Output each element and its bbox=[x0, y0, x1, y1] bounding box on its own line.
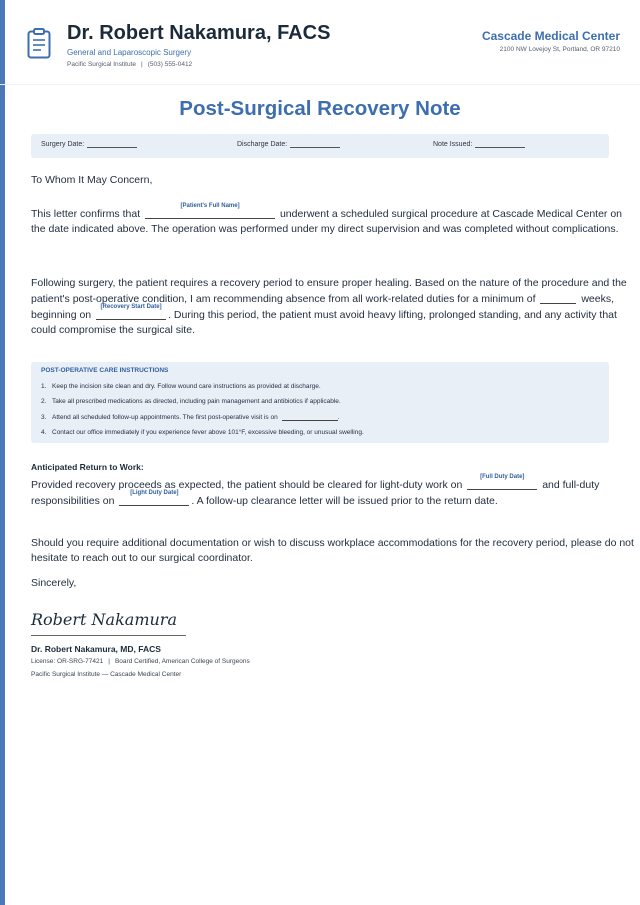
clipboard-icon bbox=[27, 28, 51, 59]
separator: | bbox=[108, 658, 110, 665]
care-item-text: Contact our office immediately if you experience fever above 101°F, excessive bleeding, or unusual swelling. bbox=[52, 429, 364, 436]
center-address: 2100 NW Lovejoy St, Portland, OR 97210 bbox=[499, 46, 620, 53]
signature-line bbox=[31, 635, 186, 636]
board-certification: Board Certified, American College of Surgeons bbox=[114, 658, 250, 665]
confirmation-text-end: underwent a scheduled surgical procedure at Cascade Medical Center on bbox=[279, 208, 623, 220]
full-duty-tag: [Full Duty Date] bbox=[480, 474, 525, 480]
issued-date-blank[interactable] bbox=[475, 141, 525, 148]
discharge-date-label: Discharge Date: bbox=[237, 141, 288, 148]
care-item-number: 2. bbox=[41, 398, 47, 405]
patient-name-blank[interactable] bbox=[145, 203, 275, 219]
recovery-line-4: could compromise the surgical site. bbox=[31, 324, 195, 336]
license-number: License: OR-SRG-77421 bbox=[31, 658, 104, 665]
weeks-label: weeks, bbox=[581, 293, 615, 305]
return-line-1: Provided recovery proceeds as expected, the patient should be cleared for light-duty work on bbox=[31, 479, 463, 491]
signatory-name: Dr. Robert Nakamura, MD, FACS bbox=[31, 644, 161, 654]
weeks-blank[interactable] bbox=[540, 291, 576, 304]
recovery-start-blank[interactable] bbox=[96, 304, 166, 320]
center-name: Cascade Medical Center bbox=[481, 29, 620, 43]
care-instructions-title: POST-OPERATIVE CARE INSTRUCTIONS bbox=[41, 367, 169, 374]
light-duty-blank[interactable] bbox=[119, 490, 189, 506]
return-paragraph bbox=[31, 474, 609, 509]
recovery-line-3-end: . During this period, the patient must avoid heavy lifting, prolonged standing, and any activity that bbox=[168, 309, 617, 321]
letterhead bbox=[0, 0, 640, 85]
contact-paragraph bbox=[31, 536, 634, 566]
contact-line-2: hesitate to reach out to our surgical coordinator. bbox=[31, 552, 253, 564]
surgery-date-label: Surgery Date: bbox=[41, 141, 85, 148]
recovery-paragraph bbox=[31, 276, 627, 338]
discharge-date-field[interactable] bbox=[237, 141, 340, 148]
care-item-number: 1. bbox=[41, 383, 47, 390]
doctor-name: Dr. Robert Nakamura, FACS bbox=[67, 22, 331, 44]
care-item bbox=[41, 429, 364, 436]
recovery-line-3-start: beginning on bbox=[31, 309, 92, 321]
return-line-2: responsibilities on bbox=[31, 495, 115, 507]
institute-name: Pacific Surgical Institute bbox=[67, 61, 137, 68]
issued-date-label: Note Issued: bbox=[433, 141, 473, 148]
full-duty-blank[interactable] bbox=[467, 474, 537, 490]
recovery-start-tag: [Recovery Start Date] bbox=[100, 304, 162, 310]
specialty: General and Laparoscopic Surgery bbox=[67, 48, 192, 57]
contact-line bbox=[67, 61, 192, 68]
recovery-line-2: patient's post-operative condition, I am recommending absence from all work-related duties for a minimum of bbox=[31, 293, 536, 305]
closing: Sincerely, bbox=[31, 577, 77, 589]
care-item-end: . bbox=[337, 414, 340, 421]
care-instructions-box bbox=[31, 362, 609, 443]
page-title: Post-Surgical Recovery Note bbox=[179, 97, 461, 120]
confirmation-paragraph bbox=[31, 203, 623, 237]
patient-name-tag: [Patient's Full Name] bbox=[180, 203, 240, 209]
followup-date-blank[interactable] bbox=[282, 414, 338, 421]
contact-line-1: Should you require additional documentation or wish to discuss workplace accommodations for the recovery period, please do not bbox=[31, 537, 634, 549]
left-accent-bar bbox=[0, 0, 5, 905]
care-item-text: Keep the incision site clean and dry. Follow wound care instructions as provided at discharge. bbox=[52, 383, 321, 390]
salutation: To Whom It May Concern, bbox=[31, 174, 153, 186]
separator: | bbox=[141, 61, 143, 68]
return-line-2-end: . A follow-up clearance letter will be issued prior to the return date. bbox=[191, 495, 498, 507]
care-item-text: Take all prescribed medications as directed, including pain management and antibiotics if applicable. bbox=[52, 398, 341, 405]
surgery-date-field[interactable] bbox=[41, 141, 137, 148]
confirmation-line-2: the date indicated above. The operation was performed under my direct supervision and was completed without complications. bbox=[31, 223, 619, 235]
date-fields-box bbox=[31, 134, 609, 158]
surgery-date-blank[interactable] bbox=[87, 141, 137, 148]
discharge-date-blank[interactable] bbox=[290, 141, 340, 148]
return-line-1-end: and full-duty bbox=[542, 479, 600, 491]
signatory-affiliation: Pacific Surgical Institute — Cascade Medical Center bbox=[31, 671, 182, 678]
return-heading: Anticipated Return to Work: bbox=[31, 462, 144, 472]
care-item-number: 4. bbox=[41, 429, 47, 436]
signatory-credentials bbox=[31, 658, 250, 665]
recovery-line-1: Following surgery, the patient requires a recovery period to ensure proper healing. Based on the nature of the procedure and the bbox=[31, 277, 627, 289]
confirmation-text-start: This letter confirms that bbox=[31, 208, 141, 220]
care-item bbox=[41, 414, 339, 421]
care-item-text: Attend all scheduled follow-up appointments. The first post-operative visit is on bbox=[52, 414, 278, 421]
signature: Robert Nakamura bbox=[31, 610, 177, 629]
care-item bbox=[41, 383, 321, 390]
issued-date-field[interactable] bbox=[433, 141, 525, 148]
care-item bbox=[41, 398, 341, 405]
phone-number: (503) 555-0412 bbox=[147, 61, 193, 68]
light-duty-tag: [Light Duty Date] bbox=[130, 490, 179, 496]
care-item-number: 3. bbox=[41, 414, 47, 421]
